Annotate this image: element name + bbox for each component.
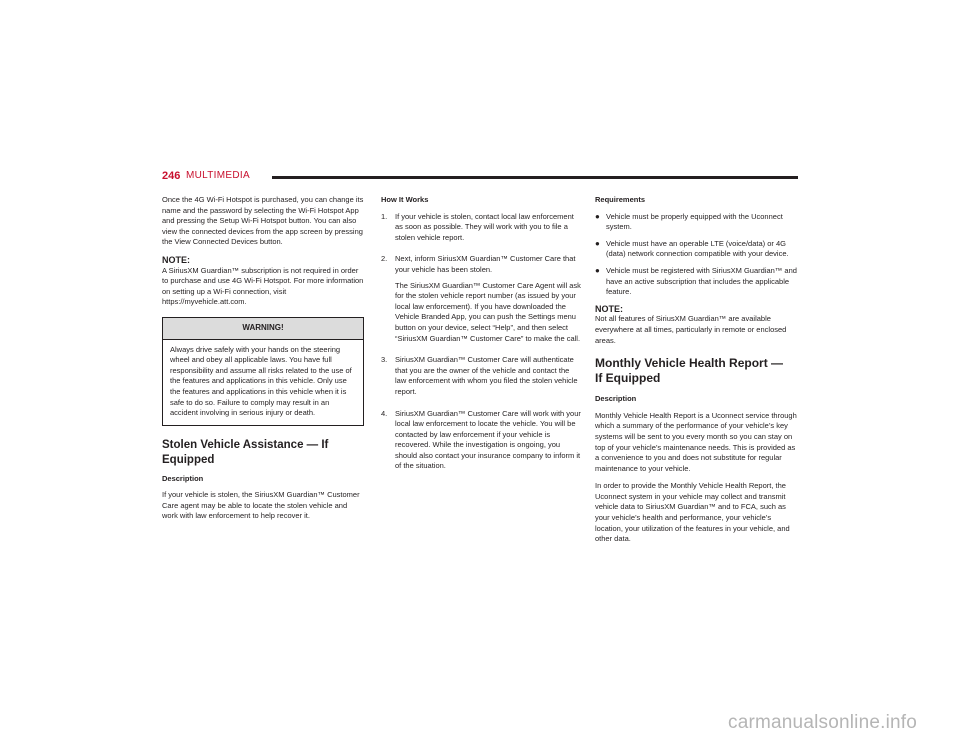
requirement-item (595, 212, 798, 233)
description-paragraph: In order to provide the Monthly Vehicle Health Report, the Uconnect system in your vehicle may collect and transmit vehicle data to SiriusXM Guardian™ and to FCA, such as your vehicle’s health and performance, your vehicle’s location, your utilization of the features in your vehicle, and other data. (595, 481, 790, 544)
requirement-text: Vehicle must be properly equipped with the Uconnect system. (606, 211, 783, 232)
step-number: 2. (381, 254, 388, 264)
column-right (595, 195, 798, 552)
note-text: A SiriusXM Guardian™ subscription is not required in order to purchase and use 4G Wi-Fi Hotspot. For more information on setting up a Wi-Fi connection, visit https://myvehicle.att.com. (162, 265, 364, 307)
step-text: Next, inform SiriusXM Guardian™ Customer Care that your vehicle has been stolen. (395, 254, 576, 274)
warning-title: WARNING! (163, 318, 363, 340)
column-middle (381, 195, 581, 483)
description-label: Description (595, 394, 637, 404)
stolen-vehicle-heading: Stolen Vehicle Assistance — If Equipped (162, 438, 329, 466)
step-text: SiriusXM Guardian™ Customer Care will authenticate that you are the owner of the vehicle and contact the law enforcement with whom you filed the stolen vehicle report. (395, 355, 578, 396)
step-item (381, 355, 581, 402)
step-item (381, 212, 581, 249)
bullet-icon: ● (595, 211, 600, 221)
intro-paragraph: Once the 4G Wi-Fi Hotspot is purchased, you can change its name and the password by selecting the Wi-Fi Hotspot App and pressing the Setup Wi-Fi Hotspot button. You can also view the connected devices from the app screen by pressing the View Connected Devices button. (162, 195, 364, 247)
warning-text: Always drive safely with your hands on the steering wheel and obey all applicable laws. You have full responsibility and assume all risks related to the use of the features and applications in this vehicle. Only use the features and applications in this vehicle when it is safe to do so. Failure to comply may result in an accident involving in serious injury or death. (170, 344, 352, 418)
description-paragraph: Monthly Vehicle Health Report is a Uconnect service through which a summary of the performance of your vehicle’s key systems will be sent to you every month so you can stay on top of your vehicle’s maintenance needs. This is provided as a convenience to you and does not substitute for regular maintenance to your vehicle. (595, 410, 797, 473)
requirement-text: Vehicle must have an operable LTE (voice/data) or 4G (data) network connection compatible with your device. (606, 238, 789, 259)
requirement-item (595, 239, 798, 260)
header-rule (272, 176, 798, 179)
description-paragraph: If your vehicle is stolen, the SiriusXM Guardian™ Customer Care agent may be able to locate the stolen vehicle and work with law enforcement to help recover it. (162, 490, 360, 521)
requirements-label: Requirements (595, 195, 646, 204)
note-label: NOTE: (162, 254, 190, 265)
requirements-list (595, 212, 798, 298)
heading-line: If Equipped (595, 371, 661, 386)
step-text: SiriusXM Guardian™ Customer Care will work with your local law enforcement to locate the vehicle. You will be contacted by law enforcement if your vehicle is recovered. While the investigation is ongoing, you should also contact your insurance company to inform it of the situation. (395, 408, 581, 471)
page-header (162, 170, 798, 186)
step-number: 3. (381, 355, 388, 365)
heading-line: Monthly Vehicle Health Report — (595, 356, 784, 371)
bullet-icon: ● (595, 265, 600, 275)
step-item (381, 409, 581, 478)
step-number: 1. (381, 211, 388, 221)
note-text: Not all features of SiriusXM Guardian™ are available everywhere at all times, particularly in remote or enclosed areas. (595, 314, 787, 345)
step-text: If your vehicle is stolen, contact local law enforcement as soon as possible. They will work with you to file a stolen vehicle report. (395, 211, 574, 242)
note-label: NOTE: (595, 303, 623, 314)
requirement-item (595, 266, 798, 298)
column-left (162, 195, 364, 529)
page-number: 246 (162, 170, 181, 182)
section-title: MULTIMEDIA (186, 170, 250, 181)
how-it-works-label: How It Works (381, 195, 429, 204)
step-number: 4. (381, 408, 388, 418)
warning-box (162, 317, 364, 426)
step-item (381, 254, 581, 349)
bullet-icon: ● (595, 238, 600, 248)
description-label: Description (162, 473, 204, 483)
step-extra-text: The SiriusXM Guardian™ Customer Care Agent will ask for the stolen vehicle report number (as issued by your local law enforcement). If you have downloaded the Vehicle Branded App, you can push the Settings menu button on your device, select “Help”, and then select “SiriusXM Guardian™ Customer Care” to make the call. (395, 280, 581, 343)
watermark: carmanualsonline.info (728, 712, 918, 733)
requirement-text: Vehicle must be registered with SiriusXM Guardian™ and have an active subscription that includes the applicable feature. (606, 265, 797, 297)
steps-list (381, 212, 581, 477)
health-report-heading (595, 356, 798, 386)
